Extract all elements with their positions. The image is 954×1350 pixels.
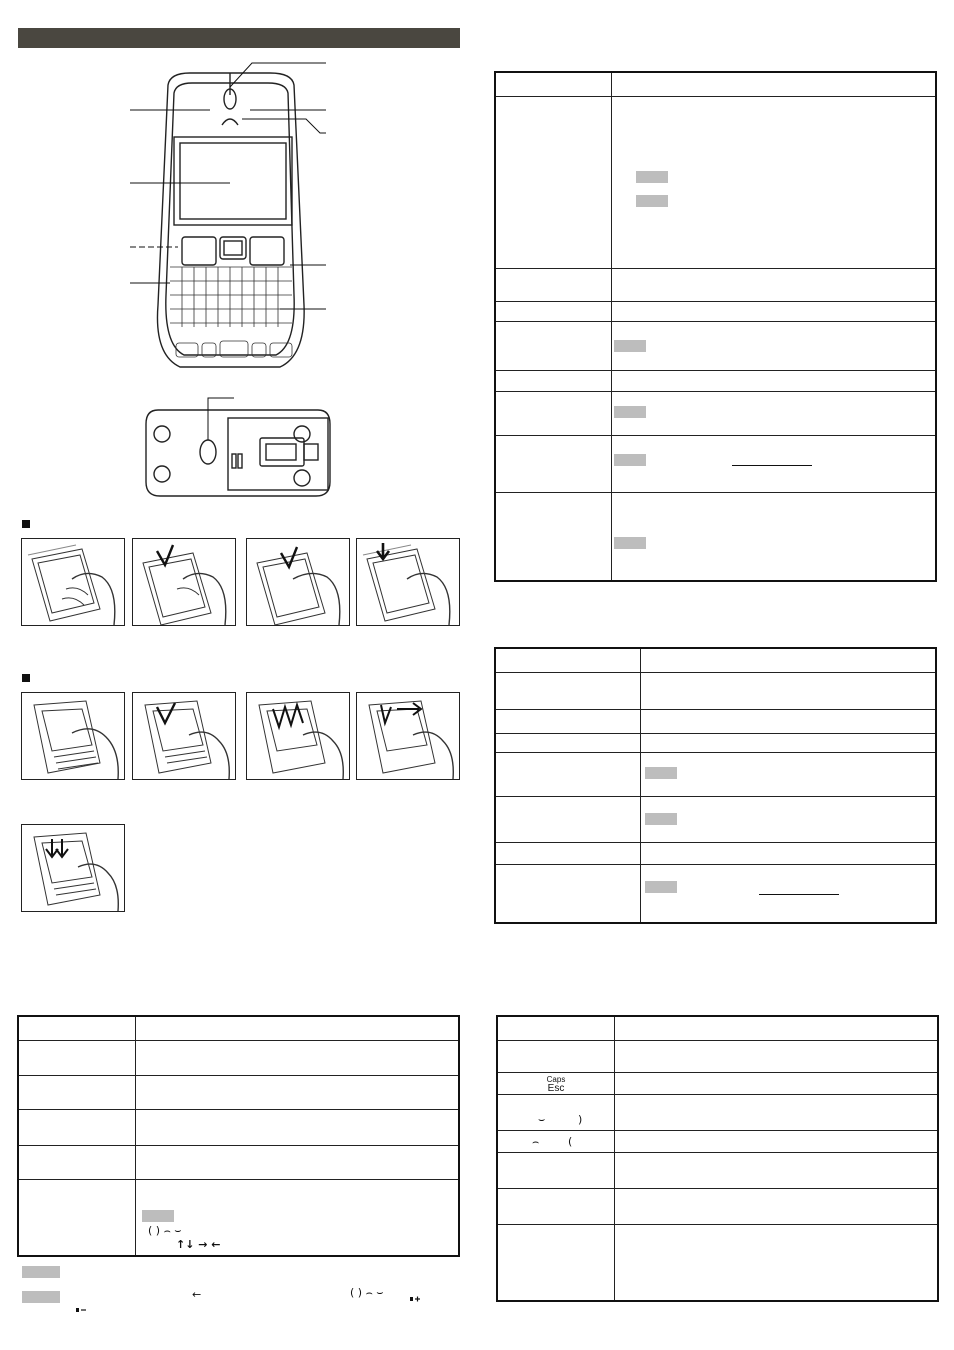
section-bullet: [22, 520, 30, 528]
note-tag: [614, 454, 646, 466]
gesture-image-3: [246, 538, 350, 626]
close-paren-key-label: ): [578, 1113, 583, 1126]
volume-up-icon: [410, 1290, 420, 1298]
left-arrow-key-label: ←: [192, 1288, 202, 1301]
note-tag: [22, 1291, 60, 1303]
gesture-image-8: [356, 692, 460, 780]
gesture-image-2: [132, 538, 236, 626]
note-tag: [22, 1266, 60, 1278]
smile-key-label: ⌣: [538, 1113, 546, 1126]
note-tag: [614, 340, 646, 352]
bracket-keys-label: ( ) ⌢ ⌣: [148, 1224, 182, 1237]
open-paren-key-label: (: [568, 1135, 573, 1148]
volume-down-icon: [76, 1301, 86, 1309]
section-header-bar: [18, 28, 460, 48]
underline-blank: [732, 457, 812, 466]
section-bullet-2: [22, 674, 30, 682]
table-bottom-left: [18, 1016, 459, 1256]
note-tag: [645, 767, 677, 779]
caps-key-label: Caps: [546, 1074, 566, 1084]
gesture-image-7: [246, 692, 350, 780]
gesture-image-5: [21, 692, 125, 780]
gesture-image-4: [356, 538, 460, 626]
note-tag: [142, 1210, 174, 1222]
table-right-1: [495, 72, 936, 581]
table-right-2: [495, 648, 936, 923]
gesture-image-1: [21, 538, 125, 626]
note-tag: [614, 537, 646, 549]
esc-key-label: Esc: [547, 1082, 565, 1094]
frown-key-label: ⌢: [532, 1135, 540, 1148]
note-tag: [645, 881, 677, 893]
gesture-image-9: [21, 824, 125, 912]
note-tag: [614, 406, 646, 418]
note-tag: [645, 813, 677, 825]
note-tag: [636, 171, 668, 183]
underline-blank: [759, 886, 839, 895]
note-tag: [636, 195, 668, 207]
front-callout-lines: [130, 55, 330, 325]
device-back-illustration: [138, 392, 338, 504]
arrow-keys-label: ↑↓ → ←: [176, 1238, 221, 1251]
gesture-image-6: [132, 692, 236, 780]
table-bottom-right: [497, 1016, 938, 1301]
bracket-keys-label-2: ( ) ⌢ ⌣: [350, 1286, 384, 1299]
